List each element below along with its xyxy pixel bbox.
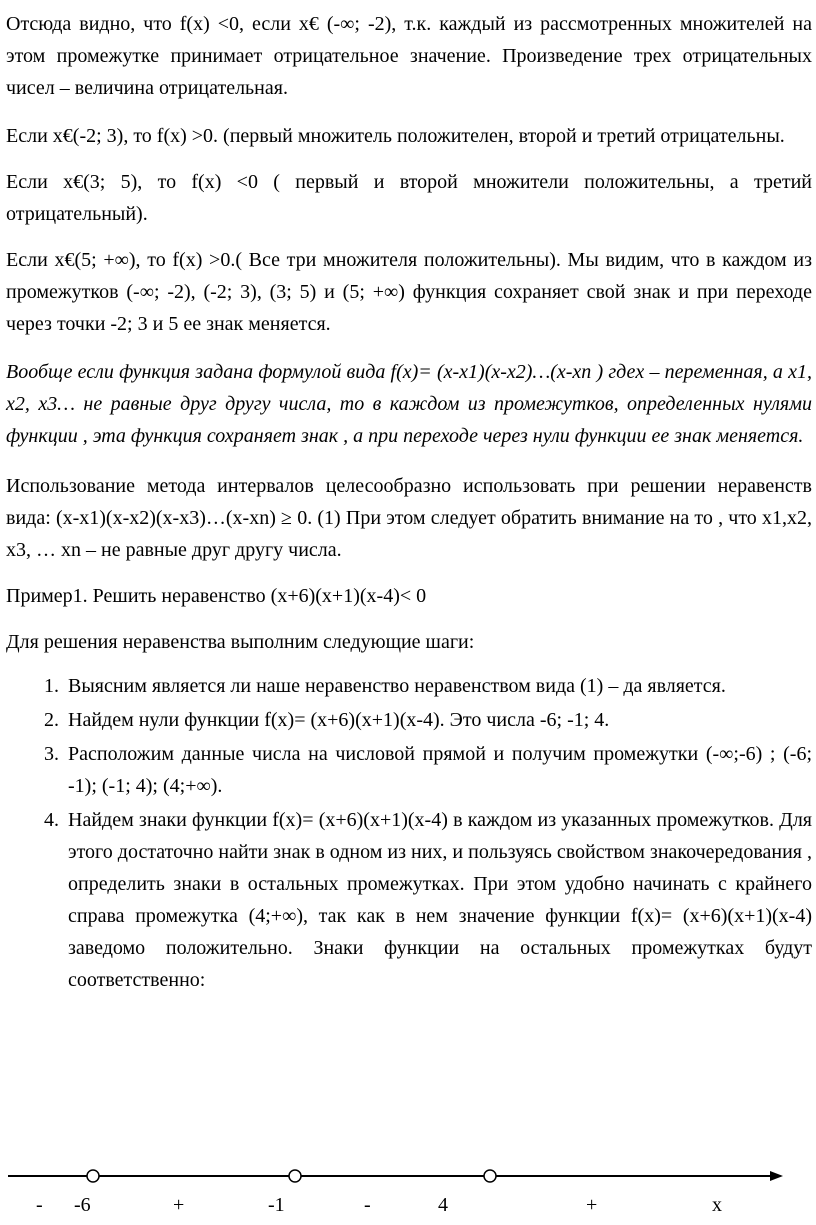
paragraph-sign-negative-interval: Отсюда видно, что f(x) <0, если x€ (-∞; -2), т.к. каждый из рассмотренных множителей на этом промежутке принимает отрицательное значение. Произведение трех отрицательных чисел – величина отрицательная. [6,13,812,99]
open-point-marker [289,1170,301,1182]
step-item: 3. Расположим данные числа на числовой прямой и получим промежутки (-∞;-6) ; (-6; -1); (-1; 4); (4;+∞). [64,738,812,802]
number-line [0,1162,816,1225]
point-label: 4 [438,1194,448,1216]
open-point-marker [87,1170,99,1182]
paragraph-steps-intro: Для решения неравенства выполним следующие шаги: [6,631,475,653]
paragraph-interval-3: Если x€(3; 5), то f(x) <0 ( первый и второй множители положительны, а третий отрицательный). [6,171,812,225]
paragraph-interval-method: Использование метода интервалов целесообразно использовать при решении неравенств вида: (x-x1)(x-x2)(x-x3)…(x-xn) ≥ 0. (1) При этом следует обратить внимание на то , что x1,x2, x3, … xn – не равные друг другу числа. [6,475,812,561]
step-item: 2. Найдем нули функции f(x)= (x+6)(x+1)(x-4). Это числа -6; -1; 4. [64,704,812,736]
point-label: -6 [74,1194,91,1216]
step-item: 4. Найдем знаки функции f(x)= (x+6)(x+1)(x-4) в каждом из указанных промежутков. Для этого достаточно найти знак в одном из них, и пользуясь свойством знакочередования , определить знаки в остальных промежутках. При этом удобно начинать с крайнего справа промежутка (4;+∞), так как в нем значение функции f(x)= (x+6)(x+1)(x-4) заведомо положительно. Знаки функции на остальных промежутках будут соответственно: [64,804,812,996]
axis-label: x [712,1194,722,1216]
sign-label: - [36,1194,43,1216]
open-point-marker [484,1170,496,1182]
paragraph-example-title: Пример1. Решить неравенство (x+6)(x+1)(x-4)< 0 [6,585,427,607]
arrow-head-icon [770,1171,783,1181]
steps-list [6,670,812,996]
sign-label: - [364,1194,371,1216]
paragraph-interval-4: Если x€(5; +∞), то f(x) >0.( Все три множителя положительны). Мы видим, что в каждом из промежутков (-∞; -2), (-2; 3), (3; 5) и (5; +∞) функция сохраняет свой знак и при переходе через точки -2; 3 и 5 ее знак меняется. [6,249,812,335]
sign-label: + [173,1194,185,1216]
paragraph-general-rule: Вообще если функция задана формулой вида f(x)= (x-x1)(x-x2)…(x-xn ) гдеx – переменная, а x1, x2, x3… не равные друг другу числа, то в каждом из промежутков, определенных нулями функции , эта функция сохраняет знак , а при переходе через нули функции ее знак меняется. [6,361,812,447]
paragraph-interval-2: Если x€(-2; 3), то f(x) >0. (первый множитель положителен, второй и третий отрицательны. [6,125,785,147]
point-label: -1 [268,1194,285,1216]
step-item: 1. Выясним является ли наше неравенство неравенством вида (1) – да является. [64,670,812,702]
sign-label: + [586,1194,598,1216]
